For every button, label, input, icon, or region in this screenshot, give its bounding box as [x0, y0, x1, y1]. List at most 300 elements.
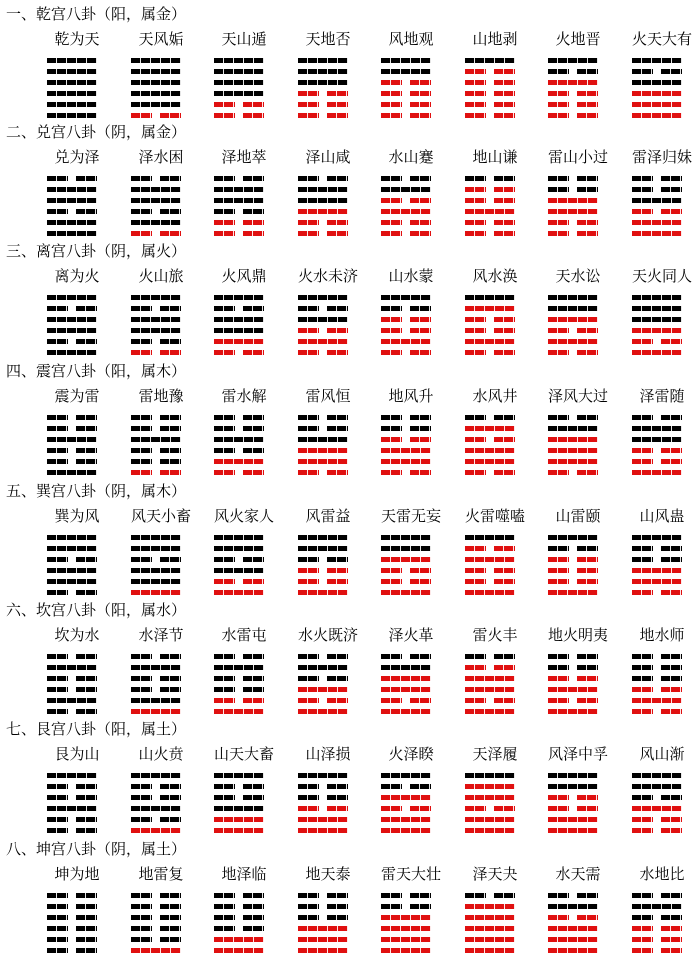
yin-line	[47, 937, 97, 942]
yin-line	[381, 806, 431, 811]
hexagram	[119, 865, 203, 955]
yang-line	[214, 58, 264, 63]
yin-bar-segment	[76, 590, 97, 595]
yin-line	[47, 426, 97, 431]
yang-bar	[214, 806, 264, 811]
yang-line	[548, 317, 598, 322]
yin-bar-segment	[298, 579, 319, 584]
hexagram	[35, 30, 119, 120]
yang-bar	[214, 546, 264, 551]
yin-line	[214, 176, 264, 181]
yang-line	[381, 937, 431, 942]
hexagram-lines	[381, 773, 431, 833]
hexagram	[369, 626, 453, 716]
yang-bar	[131, 69, 181, 74]
yin-line	[465, 415, 515, 420]
yin-line	[381, 437, 431, 442]
hexagram-lines	[131, 535, 181, 595]
yang-bar	[632, 350, 682, 355]
yin-line	[298, 676, 348, 681]
yin-bar-segment	[548, 176, 569, 181]
palace-section	[0, 719, 700, 837]
yin-bar-segment	[465, 317, 486, 322]
yin-bar-segment	[298, 676, 319, 681]
yin-bar-segment	[298, 350, 319, 355]
yin-bar-segment	[577, 893, 598, 898]
yin-bar-segment	[410, 176, 431, 181]
yin-bar-segment	[548, 102, 569, 107]
yin-bar-segment	[160, 306, 181, 311]
yang-bar	[381, 676, 431, 681]
yin-bar-segment	[577, 102, 598, 107]
yang-bar	[131, 773, 181, 778]
hexagram-lines	[47, 415, 97, 475]
yang-bar	[298, 437, 348, 442]
yin-bar-segment	[47, 590, 68, 595]
yin-line	[214, 698, 264, 703]
yang-line	[465, 784, 515, 789]
yin-bar-segment	[243, 795, 264, 800]
yang-bar	[47, 198, 97, 203]
yang-line	[214, 590, 264, 595]
yang-bar	[214, 590, 264, 595]
yin-bar-segment	[243, 426, 264, 431]
yin-line	[47, 795, 97, 800]
yin-bar-segment	[632, 546, 653, 551]
yin-bar-segment	[131, 426, 152, 431]
hexagram	[620, 507, 700, 597]
hexagram	[453, 626, 537, 716]
yin-line	[381, 231, 431, 236]
yang-bar	[465, 590, 515, 595]
yin-line	[214, 676, 264, 681]
yin-line	[131, 113, 181, 118]
yang-line	[298, 295, 348, 300]
yang-line	[47, 198, 97, 203]
yin-line	[465, 176, 515, 181]
yin-line	[131, 415, 181, 420]
hexagram	[286, 30, 370, 120]
yang-line	[47, 437, 97, 442]
yin-line	[632, 828, 682, 833]
yang-line	[381, 459, 431, 464]
yin-bar-segment	[160, 350, 181, 355]
yin-bar-segment	[410, 904, 431, 909]
yang-bar	[298, 187, 348, 192]
yin-line	[298, 306, 348, 311]
hexagram	[202, 387, 286, 477]
yang-line	[214, 317, 264, 322]
yang-bar	[214, 437, 264, 442]
yang-bar	[47, 437, 97, 442]
yang-bar	[131, 220, 181, 225]
hexagram-name: 风地观	[388, 30, 434, 48]
hexagram	[620, 626, 700, 716]
yin-bar-segment	[131, 915, 152, 920]
hexagram-name: 泽山咸	[305, 148, 351, 166]
yang-bar	[465, 306, 515, 311]
yang-bar	[298, 339, 348, 344]
hexagram-lines	[632, 415, 682, 475]
yin-bar-segment	[298, 557, 319, 562]
yin-bar-segment	[47, 687, 68, 692]
yin-line	[465, 91, 515, 96]
yin-line	[548, 893, 598, 898]
yang-line	[131, 69, 181, 74]
yang-bar	[214, 709, 264, 714]
hexagram	[202, 507, 286, 597]
yang-bar	[381, 590, 431, 595]
yang-bar	[47, 535, 97, 540]
yang-line	[131, 806, 181, 811]
palace-section	[0, 361, 700, 479]
hexagram-name: 风天小畜	[130, 507, 191, 525]
yang-line	[47, 773, 97, 778]
yin-bar-segment	[131, 654, 152, 659]
yin-bar-segment	[214, 926, 235, 931]
hexagram	[286, 865, 370, 955]
yin-bar-segment	[661, 546, 682, 551]
yin-bar-segment	[47, 937, 68, 942]
yang-bar	[131, 546, 181, 551]
palace-section	[0, 481, 700, 599]
hexagram-name: 雷水解	[221, 387, 267, 405]
yin-line	[548, 915, 598, 920]
hexagram-name: 风山渐	[639, 745, 685, 763]
yin-line	[632, 448, 682, 453]
yang-line	[298, 828, 348, 833]
yang-bar	[214, 948, 264, 953]
yang-line	[298, 317, 348, 322]
hexagram-name: 风火家人	[213, 507, 274, 525]
yang-line	[214, 295, 264, 300]
yang-line	[214, 187, 264, 192]
yin-bar-segment	[577, 676, 598, 681]
yang-bar	[548, 80, 598, 85]
yin-bar-segment	[548, 665, 569, 670]
hexagram	[202, 30, 286, 120]
yang-bar	[465, 209, 515, 214]
yin-line	[632, 459, 682, 464]
yin-line	[381, 579, 431, 584]
yin-bar-segment	[410, 579, 431, 584]
yang-bar	[47, 69, 97, 74]
yin-bar-segment	[632, 937, 653, 942]
yang-line	[298, 339, 348, 344]
yin-line	[214, 893, 264, 898]
yin-bar-segment	[160, 926, 181, 931]
hexagram-lines	[131, 415, 181, 475]
hexagram	[286, 626, 370, 716]
yang-bar	[381, 926, 431, 931]
yin-line	[465, 187, 515, 192]
yin-bar-segment	[76, 557, 97, 562]
yin-line	[632, 590, 682, 595]
yang-line	[47, 568, 97, 573]
yang-bar	[548, 426, 598, 431]
yin-line	[465, 113, 515, 118]
yang-bar	[381, 187, 431, 192]
yang-bar	[131, 568, 181, 573]
yin-bar-segment	[465, 437, 486, 442]
yin-line	[548, 187, 598, 192]
hexagram-name: 水天需	[555, 865, 601, 883]
hexagram	[536, 30, 620, 120]
yang-line	[298, 687, 348, 692]
yin-line	[298, 113, 348, 118]
yin-bar-segment	[577, 69, 598, 74]
yang-line	[465, 295, 515, 300]
yang-line	[381, 817, 431, 822]
yin-bar-segment	[327, 557, 348, 562]
yin-bar-segment	[214, 113, 235, 118]
yang-bar	[47, 102, 97, 107]
yin-line	[548, 806, 598, 811]
yin-line	[298, 91, 348, 96]
yin-bar-segment	[214, 426, 235, 431]
yin-line	[298, 904, 348, 909]
hexagram	[119, 387, 203, 477]
yang-bar	[298, 948, 348, 953]
yin-bar-segment	[243, 698, 264, 703]
yin-line	[47, 948, 97, 953]
yin-bar-segment	[577, 470, 598, 475]
yin-bar-segment	[381, 328, 402, 333]
hexagram-lines	[381, 295, 431, 355]
hexagram	[453, 507, 537, 597]
yang-line	[47, 58, 97, 63]
yang-line	[131, 91, 181, 96]
yin-bar-segment	[494, 579, 515, 584]
yang-bar	[298, 828, 348, 833]
yang-bar	[632, 295, 682, 300]
yang-bar	[47, 350, 97, 355]
yang-line	[632, 784, 682, 789]
palace-section	[0, 122, 700, 240]
hexagram-lines	[465, 893, 515, 953]
yang-bar	[47, 113, 97, 118]
yin-bar-segment	[661, 590, 682, 595]
yang-line	[214, 828, 264, 833]
yin-bar-segment	[327, 795, 348, 800]
yang-line	[47, 546, 97, 551]
yang-line	[465, 557, 515, 562]
yin-bar-segment	[243, 654, 264, 659]
yang-bar	[632, 426, 682, 431]
yin-bar-segment	[381, 198, 402, 203]
yang-line	[548, 590, 598, 595]
hexagram-lines	[47, 654, 97, 714]
yang-bar	[47, 579, 97, 584]
yin-line	[298, 806, 348, 811]
yin-bar-segment	[494, 113, 515, 118]
yin-bar-segment	[494, 568, 515, 573]
palace-title: 八、坤宫八卦（阴，属土）	[6, 840, 187, 858]
yang-bar	[548, 437, 598, 442]
yang-line	[632, 198, 682, 203]
yin-bar-segment	[465, 698, 486, 703]
yin-line	[298, 220, 348, 225]
yang-line	[465, 306, 515, 311]
yin-line	[381, 350, 431, 355]
yin-line	[298, 654, 348, 659]
yin-line	[381, 654, 431, 659]
yin-bar-segment	[243, 470, 264, 475]
hexagram-name: 雷地豫	[138, 387, 184, 405]
yin-bar-segment	[381, 113, 402, 118]
hexagram-name: 坤为地	[54, 865, 100, 883]
yin-line	[548, 328, 598, 333]
yin-bar-segment	[661, 69, 682, 74]
yin-line	[632, 209, 682, 214]
yin-bar-segment	[160, 687, 181, 692]
yin-bar-segment	[381, 806, 402, 811]
yang-line	[214, 535, 264, 540]
yin-bar-segment	[160, 209, 181, 214]
yang-bar	[298, 459, 348, 464]
yang-bar	[214, 328, 264, 333]
yang-line	[381, 948, 431, 953]
yin-line	[381, 317, 431, 322]
yang-line	[465, 915, 515, 920]
yang-bar	[632, 91, 682, 96]
yang-line	[214, 437, 264, 442]
yang-bar	[632, 698, 682, 703]
yin-bar-segment	[577, 187, 598, 192]
yin-line	[465, 102, 515, 107]
yang-line	[298, 817, 348, 822]
yin-line	[131, 915, 181, 920]
yin-line	[632, 709, 682, 714]
yang-bar	[214, 665, 264, 670]
yang-bar	[131, 80, 181, 85]
yang-bar	[131, 58, 181, 63]
yin-line	[548, 91, 598, 96]
hexagram-lines	[47, 773, 97, 833]
yin-bar-segment	[661, 817, 682, 822]
hexagram-lines	[214, 654, 264, 714]
yin-line	[298, 893, 348, 898]
yin-line	[214, 904, 264, 909]
yang-line	[47, 102, 97, 107]
yin-bar-segment	[494, 546, 515, 551]
yang-line	[548, 437, 598, 442]
yin-line	[632, 795, 682, 800]
yin-bar-segment	[577, 698, 598, 703]
yin-bar-segment	[131, 817, 152, 822]
yang-bar	[47, 231, 97, 236]
yang-bar	[298, 209, 348, 214]
yin-bar-segment	[76, 654, 97, 659]
yin-bar-segment	[214, 557, 235, 562]
yang-line	[381, 926, 431, 931]
yin-bar-segment	[494, 470, 515, 475]
yang-line	[548, 295, 598, 300]
yang-bar	[548, 58, 598, 63]
yin-line	[131, 176, 181, 181]
yang-bar	[632, 58, 682, 63]
yin-line	[47, 915, 97, 920]
yang-line	[298, 69, 348, 74]
hexagram-lines	[47, 58, 97, 118]
yin-bar-segment	[381, 80, 402, 85]
yin-bar-segment	[465, 470, 486, 475]
hexagram-lines	[298, 295, 348, 355]
yang-bar	[131, 948, 181, 953]
yin-bar-segment	[298, 568, 319, 573]
yin-bar-segment	[243, 893, 264, 898]
hexagram-name: 水雷屯	[221, 626, 267, 644]
yang-bar	[298, 69, 348, 74]
yin-bar-segment	[131, 904, 152, 909]
yin-bar-segment	[465, 654, 486, 659]
yang-line	[131, 546, 181, 551]
hexagram-name: 泽火革	[388, 626, 434, 644]
yin-line	[298, 568, 348, 573]
yin-bar-segment	[410, 893, 431, 898]
yin-bar-segment	[548, 220, 569, 225]
hexagram-name: 火地晋	[555, 30, 601, 48]
yin-bar-segment	[632, 915, 653, 920]
yin-bar-segment	[327, 676, 348, 681]
hexagram	[369, 30, 453, 120]
yin-bar-segment	[298, 102, 319, 107]
yang-bar	[632, 784, 682, 789]
yang-line	[465, 828, 515, 833]
yang-line	[632, 231, 682, 236]
yin-bar-segment	[494, 220, 515, 225]
yin-line	[131, 654, 181, 659]
yang-line	[298, 773, 348, 778]
yin-bar-segment	[632, 209, 653, 214]
palace-title: 二、兑宫八卦（阴，属金）	[6, 123, 187, 141]
yin-bar-segment	[160, 676, 181, 681]
hexagram	[453, 387, 537, 477]
yin-bar-segment	[632, 709, 653, 714]
yin-bar-segment	[465, 231, 486, 236]
hexagram-lines	[214, 773, 264, 833]
hexagram-lines	[381, 893, 431, 953]
hexagram-lines	[298, 176, 348, 236]
yin-bar-segment	[381, 102, 402, 107]
yin-bar-segment	[131, 350, 152, 355]
yin-bar-segment	[327, 654, 348, 659]
yang-line	[632, 80, 682, 85]
yin-line	[47, 654, 97, 659]
yin-line	[465, 546, 515, 551]
yin-bar-segment	[494, 69, 515, 74]
hexagram-name: 雷天大壮	[380, 865, 441, 883]
yang-line	[548, 80, 598, 85]
yang-line	[632, 904, 682, 909]
yang-line	[131, 187, 181, 192]
yin-bar-segment	[298, 91, 319, 96]
hexagram	[453, 865, 537, 955]
yin-bar-segment	[47, 904, 68, 909]
yang-line	[298, 709, 348, 714]
hexagram	[536, 745, 620, 835]
hexagram	[119, 507, 203, 597]
yin-bar-segment	[381, 437, 402, 442]
yin-bar-segment	[76, 893, 97, 898]
yang-bar	[381, 665, 431, 670]
yin-line	[131, 339, 181, 344]
hexagram-lines	[47, 535, 97, 595]
yin-line	[465, 220, 515, 225]
yang-line	[632, 295, 682, 300]
yang-line	[381, 828, 431, 833]
yin-line	[548, 113, 598, 118]
